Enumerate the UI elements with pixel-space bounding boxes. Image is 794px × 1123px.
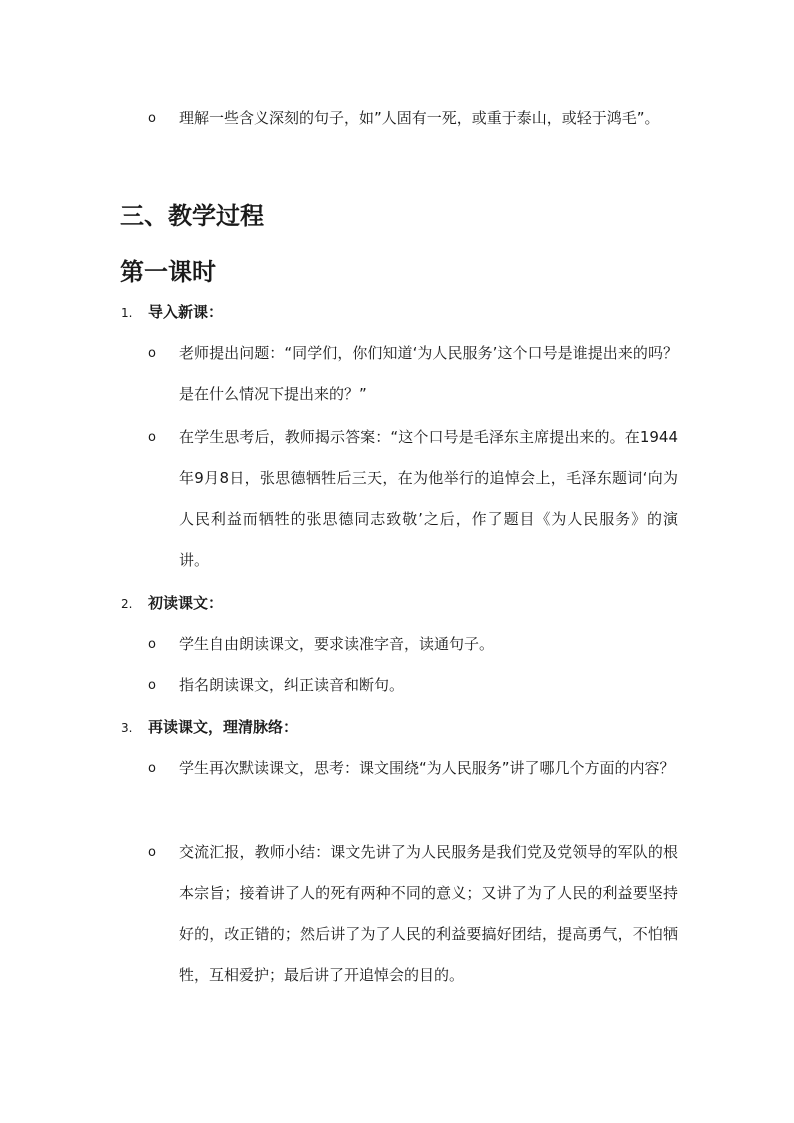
list-item xyxy=(148,832,678,996)
bullet-text: 交流汇报，教师小结：课文先讲了为人民服务是我们党及党领导的军队的根本宗旨；接着讲了人的死有两种不同的意义；又讲了为了人民的利益要坚持好的，改正错的；然后讲了为了人民的利益要搞好团结，提高勇气，不怕牺牲，互相爱护；最后讲了开追悼会的目的。 xyxy=(179,843,678,984)
bullet-text: 指名朗读课文，纠正读音和断句。 xyxy=(179,676,405,694)
step-heading xyxy=(121,717,298,738)
bullet-text: 老师提出问题：“同学们，你们知道‘为人民服务’这个口号是谁提出来的吗？是在什么情况下提出来的？” xyxy=(179,344,678,403)
bullet-marker: o xyxy=(148,430,156,445)
list-item xyxy=(148,665,678,706)
bullet-text: 学生再次默读课文，思考：课文围绕“为人民服务”讲了哪几个方面的内容？ xyxy=(179,759,675,777)
bullet-marker: o xyxy=(148,111,156,126)
list-item xyxy=(148,98,678,139)
step-label: 导入新课： xyxy=(148,303,224,321)
list-item xyxy=(148,333,678,415)
bullet-text: 学生自由朗读课文，要求读准字音，读通句子。 xyxy=(179,635,495,653)
bullet-text: 在学生思考后，教师揭示答案：“这个口号是毛泽东主席提出来的。在1944年9月8日，张思德牺牲后三天，在为他举行的追悼会上，毛泽东题词‘向为人民利益而牺牲的张思德同志致敬’之后，作了题目《为人民服务》的演讲。 xyxy=(179,428,678,569)
step-number: 1. xyxy=(121,306,133,320)
bullet-marker: o xyxy=(148,845,156,860)
bullet-marker: o xyxy=(148,346,156,361)
list-item xyxy=(148,748,678,789)
step-number: 3. xyxy=(121,721,133,735)
list-item xyxy=(148,624,678,665)
bullet-marker: o xyxy=(148,637,156,652)
step-label: 再读课文，理清脉络： xyxy=(148,718,299,736)
bullet-marker: o xyxy=(148,678,156,693)
step-heading xyxy=(121,302,223,323)
bullet-marker: o xyxy=(148,761,156,776)
step-number: 2. xyxy=(121,597,133,611)
step-heading xyxy=(121,593,223,614)
list-item xyxy=(148,417,678,581)
bullet-text: 理解一些含义深刻的句子，如”人固有一死，或重于泰山，或轻于鸿毛”。 xyxy=(179,109,660,127)
step-label: 初读课文： xyxy=(148,594,224,612)
section-title: 三、教学过程 xyxy=(120,202,264,230)
lesson-title: 第一课时 xyxy=(120,258,216,286)
